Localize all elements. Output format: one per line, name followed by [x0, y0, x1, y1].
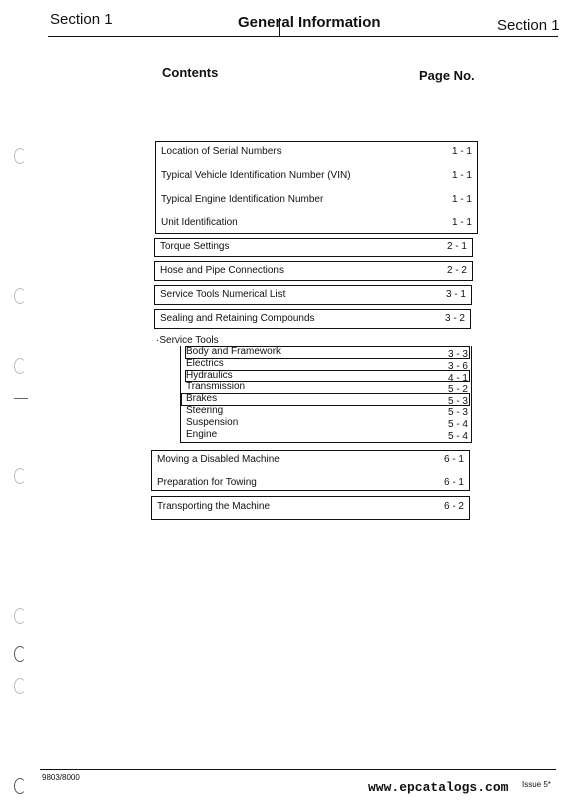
toc-page: 1 - 1 — [451, 217, 472, 228]
binder-hole — [14, 646, 26, 662]
toc-page: 2 - 2 — [446, 265, 467, 276]
binder-margin — [0, 0, 40, 802]
toc-box-identification — [155, 141, 478, 234]
header-section-left: Section 1 — [50, 11, 113, 28]
binder-hole — [14, 148, 26, 164]
binder-hole — [14, 778, 26, 794]
service-tool-page: 3 - 6 — [447, 361, 468, 372]
service-tool-item[interactable]: Transmission — [186, 381, 246, 392]
binder-hole — [14, 288, 26, 304]
header-title: General Information — [238, 14, 381, 31]
toc-page: 2 - 1 — [446, 241, 467, 252]
toc-box-hose — [154, 261, 473, 281]
binder-hole — [14, 678, 26, 694]
service-tool-item[interactable]: Steering — [186, 405, 224, 416]
subbox-brakes — [181, 393, 470, 406]
toc-label: Transporting the Machine — [157, 501, 271, 512]
service-tools-label: Service Tools — [159, 335, 219, 346]
contents-heading: Contents — [162, 65, 219, 80]
toc-label: Torque Settings — [160, 241, 230, 252]
toc-page: 1 - 1 — [451, 146, 472, 157]
service-tool-item[interactable]: Hydraulics — [186, 370, 233, 381]
service-tool-item[interactable]: Electrics — [186, 358, 224, 369]
header-rule — [48, 36, 558, 37]
service-tool-page: 5 - 4 — [447, 419, 468, 430]
binder-hole — [14, 608, 26, 624]
toc-page: 1 - 1 — [451, 194, 472, 205]
header-section-right: Section 1 — [497, 17, 560, 34]
service-tool-page: 3 - 3 — [447, 349, 468, 360]
toc-label: Typical Engine Identification Number — [161, 194, 324, 205]
service-tool-item[interactable]: Suspension — [186, 417, 239, 428]
toc-box-sealing — [154, 309, 471, 329]
watermark-link[interactable]: www.epcatalogs.com — [368, 780, 509, 795]
service-tools-group — [180, 346, 472, 443]
footer-rule — [40, 769, 556, 770]
toc-box-disabled-machine — [151, 450, 470, 491]
service-tool-page: 5 - 3 — [447, 407, 468, 418]
binder-hole — [14, 358, 26, 374]
toc-page: 6 - 1 — [443, 477, 464, 488]
toc-label: Service Tools Numerical List — [160, 289, 286, 300]
service-tool-page: 5 - 3 — [447, 396, 468, 407]
toc-label: Typical Vehicle Identification Number (VIN) — [161, 170, 351, 181]
bullet-mark: · — [156, 335, 160, 346]
footer-issue: Issue 5* — [522, 780, 551, 789]
toc-box-torque — [154, 238, 473, 257]
toc-label: Sealing and Retaining Compounds — [160, 313, 315, 324]
toc-label: Location of Serial Numbers — [161, 146, 282, 157]
toc-label: Preparation for Towing — [157, 477, 257, 488]
service-tool-page: 4 - 1 — [447, 373, 468, 384]
header-tick — [279, 18, 280, 36]
toc-page: 3 - 1 — [445, 289, 466, 300]
toc-box-transport — [151, 496, 470, 520]
binder-hole — [14, 468, 26, 484]
toc-page: 3 - 2 — [444, 313, 465, 324]
binder-dash — [14, 398, 28, 399]
footer-doc-code: 9803/8000 — [42, 773, 80, 782]
service-tools-heading — [156, 335, 219, 346]
toc-page: 6 - 2 — [443, 501, 464, 512]
service-tool-item[interactable]: Body and Framework — [186, 346, 282, 357]
toc-label: Unit Identification — [161, 217, 238, 228]
toc-page: 1 - 1 — [451, 170, 472, 181]
page-no-heading: Page No. — [419, 68, 475, 83]
toc-page: 6 - 1 — [443, 454, 464, 465]
toc-box-service-list — [154, 285, 472, 305]
service-tool-page: 5 - 2 — [447, 384, 468, 395]
service-tool-item[interactable]: Engine — [186, 429, 218, 440]
toc-label: Moving a Disabled Machine — [157, 454, 280, 465]
service-tool-page: 5 - 4 — [447, 431, 468, 442]
service-tool-item[interactable]: Brakes — [186, 393, 218, 404]
toc-label: Hose and Pipe Connections — [160, 265, 284, 276]
